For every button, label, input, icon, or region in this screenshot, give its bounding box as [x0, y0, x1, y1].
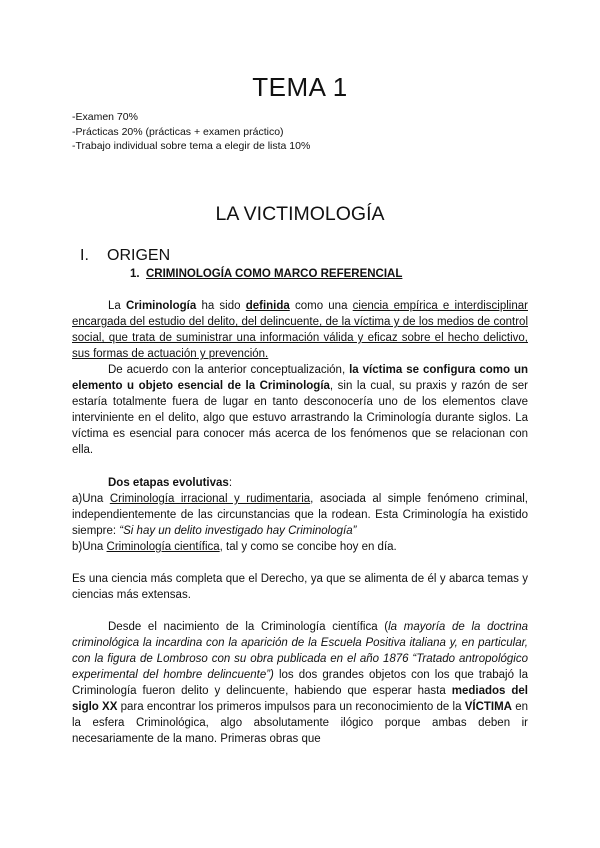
text-run: ha sido	[196, 300, 246, 312]
text-run: en la esfera Criminológica, algo absolutamente ilógico porque ambas deben ir necesariamente de la mano. Primeras obras que	[72, 701, 528, 745]
etapa-a	[72, 491, 528, 539]
text-run: a)Una	[72, 493, 110, 505]
text-run: la víctima se configura como un elemento u objeto esencial de la Criminología	[72, 364, 528, 392]
text-run: definida	[245, 300, 290, 312]
section-title: ORIGEN	[107, 247, 171, 264]
text-run: como una	[289, 300, 353, 312]
text-run: la mayoría de la doctrina criminológica la incardina con la aparición de la Escuela Positiva italiana y, en particular, con la figura de Lombroso con su obra publicada en el año 1876 “Tratado antropológico experimental del hombre delincuente”)	[72, 621, 528, 681]
evaluation-item: -Prácticas 20% (prácticas + examen práctico)	[72, 125, 284, 138]
text-run: VÍCTIMA	[464, 701, 512, 713]
text-run: mediados del siglo XX	[72, 685, 528, 713]
text-run: Criminología científica	[106, 541, 220, 553]
etapas-list	[72, 491, 528, 555]
text-run: De acuerdo con la anterior conceptualización,	[108, 364, 350, 376]
topic-title: LA VICTIMOLOGÍA	[215, 203, 385, 225]
paragraph-victim-role	[72, 362, 528, 458]
text-run: Criminología irracional y rudimentaria	[109, 493, 311, 505]
text-run: , asociada al simple fenómeno criminal, independientemente de las circunstancias que la rodean. Esta Criminología ha existido siempre:	[72, 493, 528, 537]
text-run: Criminología	[125, 300, 197, 312]
text-run: b)Una	[72, 541, 107, 553]
subsection-heading	[130, 268, 402, 280]
text-run: Dos etapas evolutivas	[108, 477, 229, 489]
text-run: , tal y como se concibe hoy en día.	[219, 541, 397, 553]
evaluation-list	[72, 110, 310, 154]
text-run: Desde el nacimiento de la Criminología científica (	[108, 621, 389, 633]
evaluation-item: -Examen 70%	[72, 111, 138, 123]
section-number: I.	[80, 247, 89, 264]
text-run: ciencia empírica e interdisciplinar encargada del estudio del delito, del delincuente, de la víctima y de los medios de control social, que trata de suministrar una información válida y eficaz sobre el hecho delictivo, sus formas de actuación y prevención.	[72, 300, 528, 360]
paragraph-history	[72, 619, 528, 747]
etapas-heading	[72, 475, 528, 491]
text-run: para encontrar los primeros impulsos para un reconocimiento de la	[117, 701, 465, 713]
text-run: los dos grandes objetos con los que trabajó la Criminología fueron delito y delincuente, habiendo que esperar hasta	[72, 669, 528, 697]
text-run: La	[108, 300, 126, 312]
text-run: Es una ciencia más completa que el Derecho, ya que se alimenta de él y abarca temas y ciencias más extensas.	[72, 573, 528, 601]
paragraph-comparison	[72, 571, 528, 603]
page-title: TEMA 1	[252, 72, 348, 102]
text-run: “Si hay un delito investigado hay Criminología”	[119, 525, 357, 537]
etapa-b	[72, 539, 528, 555]
subsection-title: CRIMINOLOGÍA COMO MARCO REFERENCIAL	[145, 268, 403, 280]
text-run: :	[228, 477, 233, 489]
section-heading	[80, 247, 170, 265]
evaluation-item: -Trabajo individual sobre tema a elegir de lista 10%	[72, 140, 311, 152]
subsection-number: 1.	[130, 268, 140, 280]
paragraph-definition	[72, 298, 528, 362]
text-run: , sin la cual, su praxis y razón de ser estaría totalmente fuera de lugar en tanto desconocería uno de los elementos clave interviniente en el delito, algo que estuvo arrastrando la Criminología durante siglos. La víctima es esencial para conocer más acerca de los fenómenos que se relacionan con ella.	[72, 380, 528, 456]
